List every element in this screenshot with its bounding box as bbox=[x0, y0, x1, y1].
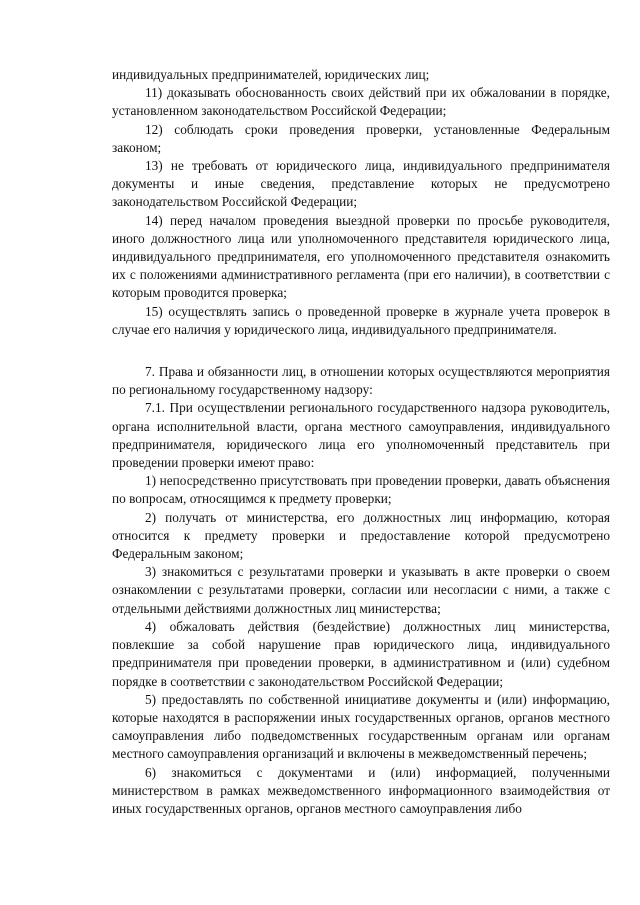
document-page bbox=[112, 66, 610, 818]
paragraph-item-11: 11) доказывать обоснованность своих действий при их обжаловании в порядке, установленном законодательством Российской Федерации; bbox=[112, 85, 610, 119]
paragraph-right-1: 1) непосредственно присутствовать при проведении проверки, давать объяснения по вопросам, относящимся к предмету проверки; bbox=[112, 473, 610, 507]
paragraph-item-12: 12) соблюдать сроки проведения проверки, установленные Федеральным законом; bbox=[112, 121, 610, 155]
paragraph-right-5: 5) предоставлять по собственной инициативе документы и (или) информацию, которые находятся в распоряжении иных государственных органов, органов местного самоуправления либо подведомственных государственным органам или органам местного самоуправления организаций и включены в межведомственный перечень; bbox=[112, 691, 610, 762]
paragraph-continuation: индивидуальных предпринимателей, юридических лиц; bbox=[112, 67, 430, 82]
section-gap bbox=[112, 339, 610, 363]
paragraph-item-13: 13) не требовать от юридического лица, индивидуального предпринимателя документы и иные сведения, представление которых не предусмотрено законодательством Российской Федерации; bbox=[112, 158, 610, 210]
paragraph-item-15: 15) осуществлять запись о проведенной проверке в журнале учета проверок в случае его наличия у юридического лица, индивидуального предпринимателя. bbox=[112, 303, 610, 337]
paragraph-right-6: 6) знакомиться с документами и (или) информацией, полученными министерством в рамках межведомственного информационного взаимодействия от иных государственных органов, органов местного самоуправления либо bbox=[112, 764, 610, 816]
paragraph-right-4: 4) обжаловать действия (бездействие) должностных лиц министерства, повлекшие за собой нарушение прав юридического лица, индивидуального предпринимателя при проведении проверки, в административном и (или) судебном порядке в соответствии с законодательством Российской Федерации; bbox=[112, 618, 610, 689]
paragraphs-after bbox=[112, 363, 610, 818]
paragraph-right-3: 3) знакомиться с результатами проверки и указывать в акте проверки о своем ознакомлении с результатами проверки, согласии или несогласии с ними, а также с отдельными действиями должностных лиц министерства; bbox=[112, 564, 610, 616]
section-heading-7: 7. Права и обязанности лиц, в отношении которых осуществляются мероприятия по региональному государственному надзору: bbox=[112, 364, 610, 398]
paragraphs-before bbox=[112, 66, 610, 339]
paragraph-right-2: 2) получать от министерства, его должностных лиц информацию, которая относится к предмету проверки и предоставление которой предусмотрено Федеральным законом; bbox=[112, 509, 610, 562]
paragraph-7-1: 7.1. При осуществлении регионального государственного надзора руководитель, органа исполнительной власти, органа местного самоуправления, индивидуального предпринимателя, юридического лица его уполномоченный представитель при проведении проверки имеют право: bbox=[112, 400, 610, 471]
paragraph-item-14: 14) перед началом проведения выездной проверки по просьбе руководителя, иного должностного лица или уполномоченного представителя юридического лица, индивидуального предпринимателя, его уполномоченного представителя ознакомить их с положениями административного регламента (при его наличии), в соответствии с которым проводится проверка; bbox=[112, 212, 610, 301]
